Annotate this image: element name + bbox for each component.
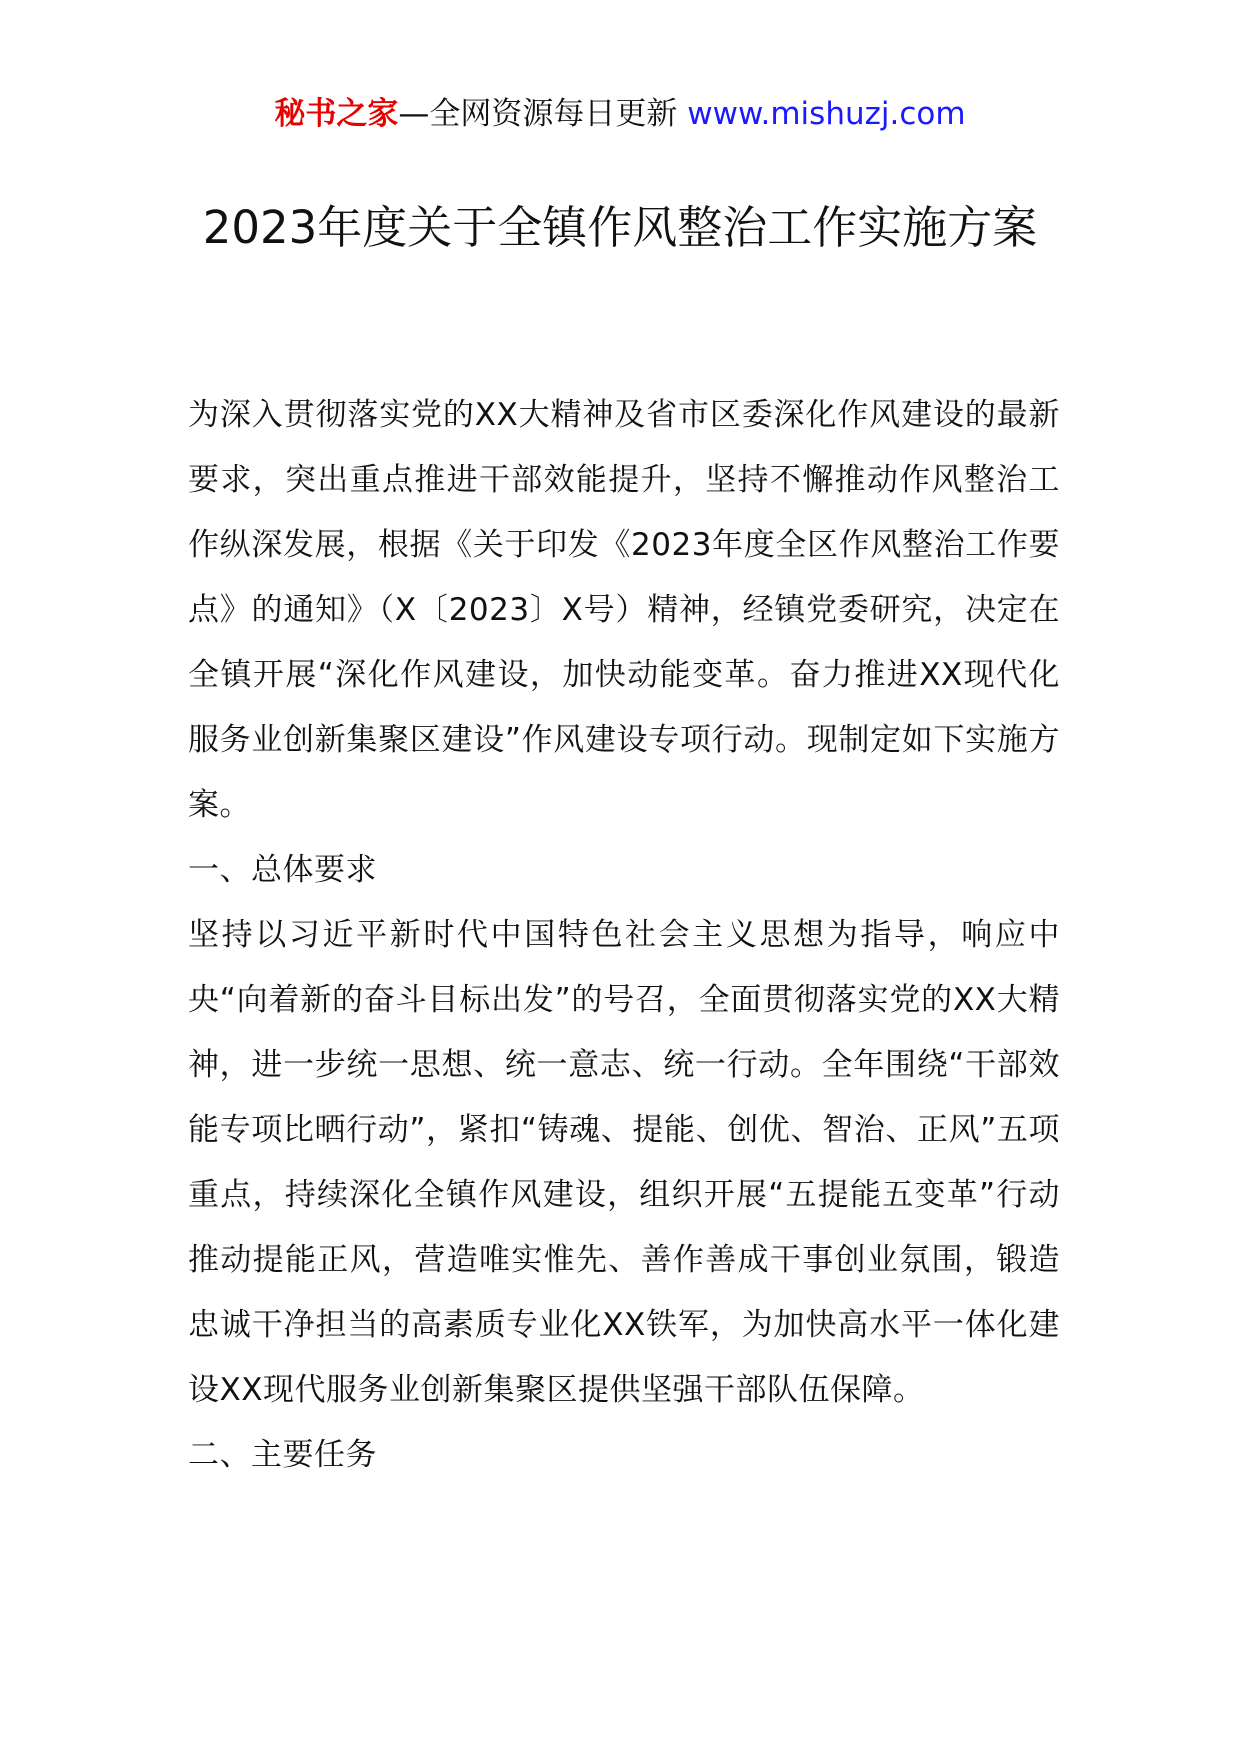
section-heading-general-requirements: 一、总体要求 — [188, 852, 377, 888]
document-title: 2023年度关于全镇作风整治工作实施方案 — [202, 201, 1038, 254]
general-requirements-paragraph: 坚持以习近平新时代中国特色社会主义思想为指导，响应中央“向着新的奋斗目标出发”的号召，全面贯彻落实党的XX大精神，进一步统一思想、统一意志、统一行动。全年围绕“干部效能专项比晒行动”，紧扣“铸魂、提能、创优、智治、正风”五项重点，持续深化全镇作风建设，组织开展“五提能五变革”行动推动提能正风，营造唯实惟先、善作善成干事创业氛围，锻造忠诚干净担当的高素质专业化XX铁军，为加快高水平一体化建设XX现代服务业创新集聚区提供坚强干部队伍保障。 — [188, 917, 1060, 1408]
site-tagline: —全网资源每日更新 — [398, 96, 688, 132]
site-header — [0, 94, 1240, 134]
intro-paragraph: 为深入贯彻落实党的XX大精神及省市区委深化作风建设的最新要求，突出重点推进干部效能提升，坚持不懈推动作风整治工作纵深发展，根据《关于印发《2023年度全区作风整治工作要点》的通知》（X〔2023〕X号）精神，经镇党委研究，决定在全镇开展“深化作风建设，加快动能变革。奋力推进XX现代化服务业创新集聚区建设”作风建设专项行动。现制定如下实施方案。 — [188, 397, 1060, 823]
site-brand: 秘书之家 — [274, 96, 399, 132]
document-body — [188, 383, 1060, 1488]
section-heading-main-tasks: 二、主要任务 — [188, 1437, 377, 1473]
site-url-link[interactable]: www.mishuzj.com — [687, 96, 966, 132]
